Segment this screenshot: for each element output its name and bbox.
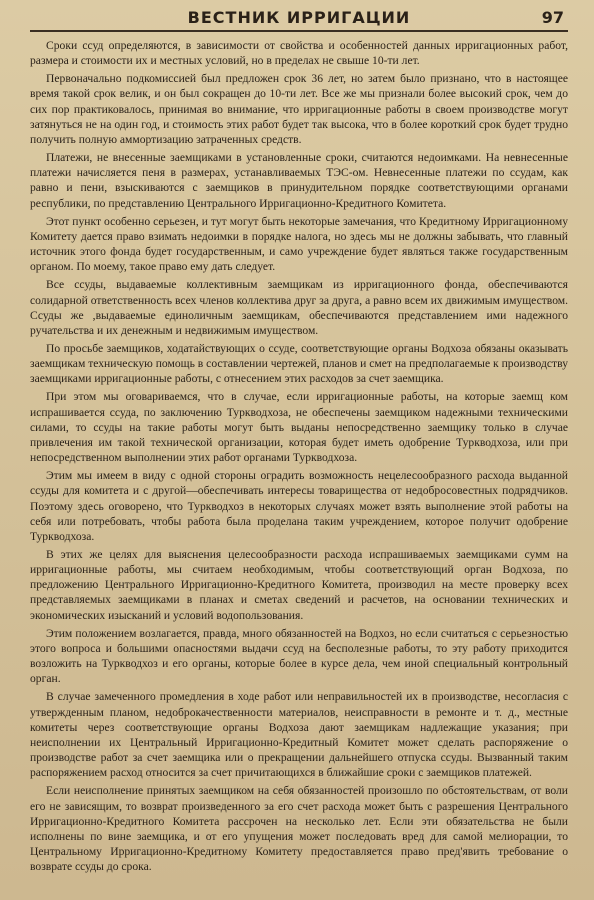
paragraph: Этот пункт особенно серьезен, и тут могут быть некоторые замечания, что Кредитному Ирригационному Комитету дается право взимать недоимки в порядке налога, но здесь мы не должны забывать, что главный источник этого фонда будет государственным, и само учреждение будет являться также государственным органом. По моему, такое право ему дать следует. — [30, 214, 568, 274]
paragraph: В случае замеченного промедления в ходе работ или неправильностей их в производстве, несогласия с утвержденным планом, недоброкачественности материалов, неисправности в ремонте и т. д., местные комитеты через соответствующие органы Водхоза дают заемщикам надлежащие указания; при неисполнении их Центральный Ирригационно-Кредитный Комитет может сделать распоряжение о производстве работ за счет заемщика или о прекращении дальнейшего отпуска ссуды. Вызванный таким распоряжением расход относится за счет причитающихся в ближайшие сроки с заемщиков платежей. — [30, 690, 568, 780]
paragraph: Этим мы имеем в виду с одной стороны оградить возможность нецелесообразного расхода выданной ссуды для комитета и с другой—обеспечивать интересы товарищества от недобросовестных подрядчиков. Поэтому здесь оговорено, что Туркводхоз в некоторых случаях может взять выполнение этой работы на себя или потребовать, чтобы работа была проделана таким учреждением, которое получит одобрение Туркводхоза. — [30, 469, 568, 543]
paragraph: Платежи, не внесенные заемщиками в установленные сроки, считаются недоимками. На невнесенные платежи начисляется пеня в размерах, устанавливаемых ТЭС-ом. Невнесенные платежи по ссудам, как равно и пени, взыскиваются с заемщиков в принудительном порядке соответствующими органами республики, по представлению Центрального Ирригационно-Кредитного Комитета. — [30, 151, 568, 210]
paragraph: По просьбе заемщиков, ходатайствующих о ссуде, соответствующие органы Водхоза обязаны оказывать заемщикам техническую помощь в составлении чертежей, планов и смет на предполагаемые к производству заемщиками ирригационные работы, с отнесением этих расходов за счет заемщика. — [30, 341, 568, 386]
article-body — [30, 38, 568, 874]
paragraph: При этом мы оговариваемся, что в случае, если ирригационные работы, на которые заемщ ком испрашивается ссуда, по заключению Туркводхоза, не обеспечены заемщиком надежными техническими силами, то ссуды на такие работы могут быть выданы непосредственно заемщику только в случае привлечения им такой технической организации, которая будет иметь одобрение Туркводхоза, или при непосредственном выполнении этих работ органами Туркводхоза. — [30, 390, 568, 465]
paragraph: Сроки ссуд определяются, в зависимости от свойства и особенностей данных ирригационных работ, размера и стоимости их и местных условий, но в пределах не свыше 10-ти лет. — [30, 39, 568, 68]
paragraph: Все ссуды, выдаваемые коллективным заемщикам из ирригационного фонда, обеспечиваются солидарной ответственность всех членов коллектива друг за друга, а равно всем их движимым имуществом. Ссуды же ,выдаваемые единоличным заемщикам, обеспечиваются представлением ими надежного ручательства и их денежным и недвижимым имуществом. — [30, 278, 568, 337]
paragraph: Первоначально подкомиссией был предложен срок 36 лет, но затем было признано, что в настоящее время такой срок велик, и он был сокращен до 10-ти лет. Все же мы признали более высокий срок, чем до сих пор практиковалось, принимая во внимание, что ирригационные работы в своем производстве могут затянуться не на один год, и стоимость этих работ будет так высока, что в более короткий срок будет трудно получить полную аммортизацию затраченных средств. — [30, 72, 568, 146]
page-number: 97 — [541, 8, 564, 27]
paragraph: Этим положением возлагается, правда, много обязанностей на Водхоз, но если считаться с серьезностью этого вопроса и большими опасностями выдачи ссуд на бесполезные работы, то эту работу приходится возложить на Туркводхоз и его органы, которые более в курсе дела, чем иной специальный контрольный орган. — [30, 626, 568, 686]
paragraph: Если неисполнение принятых заемщиком на себя обязанностей произошло по обстоятельствам, от воли его не зависящим, то возврат произведенного за его счет расхода может быть с разрешения Центрального Ирригационно-Кредитного Комитета рассрочен на несколько лет. Если эти обязательства не были исполнены по вине заемщика, и от его упущения может последовать вред для самой мелиорации, то Центральному Ирригационно-Кредитному Комитету предоставляется право пред'явить требование о возврате ссуды до срока. — [30, 784, 568, 874]
paragraph: В этих же целях для выяснения целесообразности расхода испрашиваемых заемщиками сумм на ирригационные работы, мы считаем необходимым, чтобы соответствующий орган Водхоза, по предложению Центрального Ирригационно-Кредитного Комитета, производил на месте проверку всех представляемых заемщиками в планах и сметах сведений и расчетов, на основании технических и экономических изысканий и условий водопользования. — [30, 548, 568, 622]
page-header — [30, 8, 568, 32]
journal-title: ВЕСТНИК ИРРИГАЦИИ — [187, 8, 411, 27]
